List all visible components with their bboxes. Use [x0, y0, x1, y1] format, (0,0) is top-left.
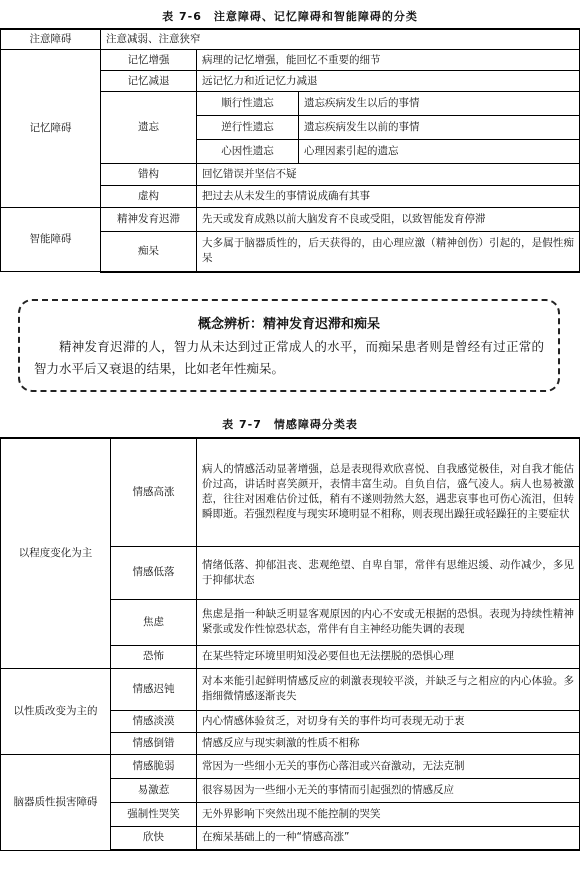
group-cell: 脑器质性损害障碍 [1, 754, 111, 850]
type-cell: 情感迟钝 [111, 668, 197, 710]
type-cell: 情感倒错 [111, 732, 197, 754]
type-cell: 精神发育迟滞 [101, 208, 197, 232]
type-cell: 欣快 [111, 826, 197, 850]
desc-cell: 对本来能引起鲜明情感反应的刺激表现较平淡，并缺乏与之相应的内心体验。多指细微情感逐渐丧失 [197, 668, 580, 710]
desc-cell: 常因为一些细小无关的事伤心落泪或兴奋激动，无法克制 [197, 754, 580, 778]
type-cell: 强制性哭笑 [111, 802, 197, 826]
table-row [1, 208, 580, 232]
table-7-7 [0, 437, 580, 851]
table-row [1, 668, 580, 710]
desc-cell: 遗忘疾病发生以前的事情 [299, 116, 580, 140]
type-cell: 遗忘 [101, 92, 197, 164]
type-cell: 虚构 [101, 186, 197, 208]
desc-cell: 心理因素引起的遗忘 [299, 140, 580, 164]
subtype-cell: 逆行性遗忘 [197, 116, 299, 140]
desc-cell: 情感反应与现实刺激的性质不相称 [197, 732, 580, 754]
category-cell: 智能障碍 [1, 208, 101, 272]
type-cell: 易激惹 [111, 778, 197, 802]
type-cell: 记忆增强 [101, 50, 197, 71]
desc-cell: 在某些特定环境里明知没必要但也无法摆脱的恐惧心理 [197, 645, 580, 668]
type-cell: 情感淡漠 [111, 710, 197, 732]
table-7-6 [0, 28, 580, 273]
desc-cell: 远记忆力和近记忆力减退 [197, 71, 580, 92]
type-cell: 记忆减退 [101, 71, 197, 92]
concept-title: 概念辨析：精神发育迟滞和痴呆 [197, 317, 380, 332]
type-cell: 情感低落 [111, 546, 197, 599]
desc-cell: 先天或发育成熟以前大脑发育不良或受阻，以致智能发育停滞 [197, 208, 580, 232]
desc-cell: 内心情感体验贫乏，对切身有关的事件均可表现无动于衷 [197, 710, 580, 732]
desc-cell: 在痴呆基础上的一种“情感高涨” [197, 826, 580, 850]
subtype-cell: 心因性遗忘 [197, 140, 299, 164]
subtype-cell: 顺行性遗忘 [197, 92, 299, 116]
table-row [1, 29, 580, 50]
group-cell: 以性质改变为主的 [1, 668, 111, 754]
table-7-7-caption: 表 7-7 情感障碍分类表 [222, 418, 358, 431]
type-cell: 焦虑 [111, 599, 197, 645]
desc-cell: 把过去从未发生的事情说成确有其事 [197, 186, 580, 208]
desc-cell: 回忆错误并坚信不疑 [197, 164, 580, 186]
desc-cell: 病理的记忆增强，能回忆不重要的细节 [197, 50, 580, 71]
type-cell: 情感高涨 [111, 438, 197, 546]
desc-cell: 遗忘疾病发生以后的事情 [299, 92, 580, 116]
concept-body: 精神发育迟滞的人，智力从未达到过正常成人的水平，而痴呆患者则是曾经有过正常的智力水平后又衰退的结果，比如老年性痴呆。 [34, 339, 544, 376]
desc-cell: 大多属于脑器质性的，后天获得的，由心理应激（精神创伤）引起的，是假性痴呆 [197, 232, 580, 272]
group-cell: 以程度变化为主 [1, 438, 111, 668]
desc-cell: 注意减弱、注意狭窄 [101, 29, 580, 50]
table-row [1, 438, 580, 546]
category-cell: 记忆障碍 [1, 50, 101, 208]
table-row [1, 754, 580, 778]
type-cell: 情感脆弱 [111, 754, 197, 778]
category-cell: 注意障碍 [1, 29, 101, 50]
desc-cell: 焦虑是指一种缺乏明显客观原因的内心不安或无根据的恐惧。表现为持续性精神紧张或发作性惊恐状态，常伴有自主神经功能失调的表现 [197, 599, 580, 645]
concept-box [18, 299, 560, 392]
table-7-6-caption: 表 7-6 注意障碍、记忆障碍和智能障碍的分类 [162, 10, 418, 23]
table-row [1, 50, 580, 71]
type-cell: 错构 [101, 164, 197, 186]
type-cell: 恐怖 [111, 645, 197, 668]
desc-cell: 无外界影响下突然出现不能控制的哭笑 [197, 802, 580, 826]
type-cell: 痴呆 [101, 232, 197, 272]
desc-cell: 病人的情感活动显著增强，总是表现得欢欣喜悦、自我感觉极佳，对自我才能估价过高，讲话时喜笑颜开，表情丰富生动。自负自信，盛气凌人。病人也易被激惹，往往对困难估价过低，稍有不遂则勃然大怒，遇悲哀事也可伤心流泪，但转瞬即逝。若强烈程度与现实环境明显不相称，则表现出躁狂或轻躁狂的主要症状 [197, 438, 580, 546]
desc-cell: 情绪低落、抑郁沮丧、悲观绝望、自卑自罪，常伴有思维迟缓、动作减少，多见于抑郁状态 [197, 546, 580, 599]
desc-cell: 很容易因为一些细小无关的事情而引起强烈的情感反应 [197, 778, 580, 802]
